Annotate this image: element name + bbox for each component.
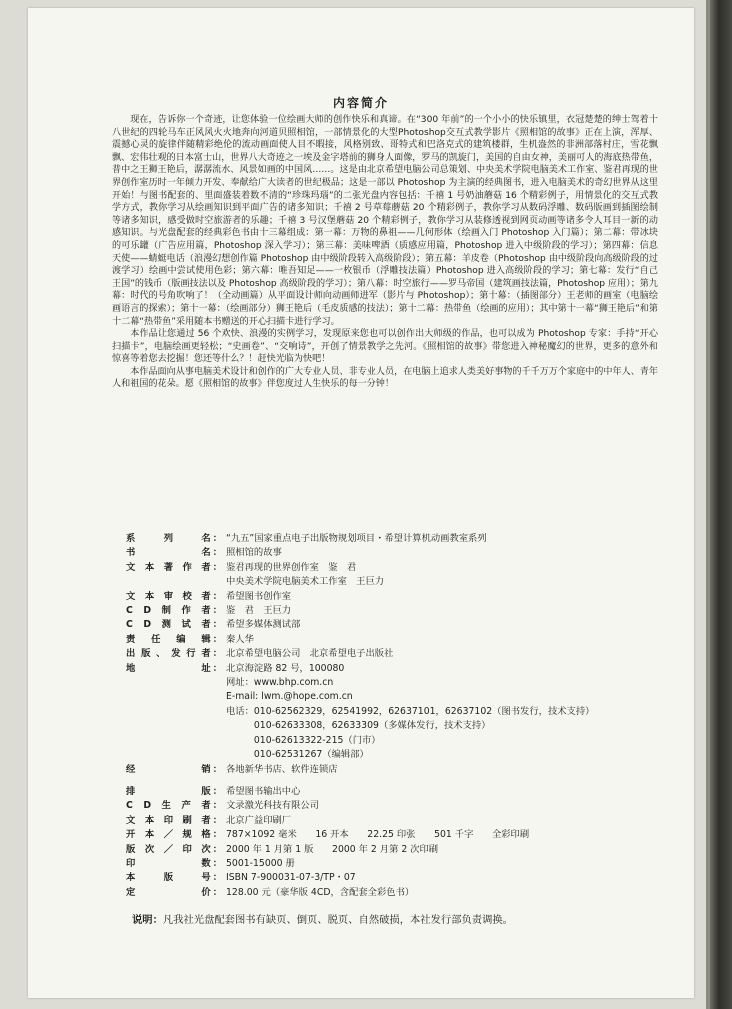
colophon-label: 文 本 著 作 者 ： (126, 561, 222, 575)
colophon-value: 010-62633308，62633309（多媒体发行，技术支持） (226, 720, 491, 732)
colophon-value: 鉴君再现的世界创作室 鉴 君 (226, 561, 357, 573)
colophon-value: 2000 年 1 月第 1 版 2000 年 2 月第 2 次印刷 (226, 843, 439, 855)
colophon-label-text: 排 版 (126, 785, 211, 797)
colophon-value: 128.00 元（豪华版 4CD，含配套全彩色书） (226, 886, 415, 898)
colophon-label: 文 本 审 校 者 ： (126, 590, 222, 604)
colophon-label: 系 列 名 ： (126, 532, 222, 546)
colophon-row (126, 785, 666, 799)
colophon-value: ISBN 7-900031-07-3/TP・07 (226, 872, 356, 884)
colophon-row (126, 763, 666, 777)
colophon-label-text: 文 本 审 校 者 (126, 590, 211, 602)
colophon-row (126, 828, 666, 842)
colophon-label: 排 版 ： (126, 785, 222, 799)
colophon-label: 文 本 印 刷 者 ： (126, 814, 222, 828)
colophon-row (126, 532, 666, 546)
intro-text (112, 114, 658, 391)
colophon-row (126, 546, 666, 560)
colophon-row (126, 604, 666, 618)
colophon-value: 秦人华 (226, 633, 254, 645)
colophon-label: C D 生 产 者 ： (126, 799, 222, 813)
colophon-value: 北京希望电脑公司 北京希望电子出版社 (226, 648, 394, 660)
colophon-label-text: 系 列 名 (126, 533, 211, 544)
intro-paragraph: 现在，告诉你一个奇迹，让您体验一位绘画大师的创作快乐和真谛。在“300 年前”的一个小小的快乐镇里，衣冠楚楚的绅士驾着十八世纪的四轮马车正风风火火地奔向河道贝照相馆，一部情景化的大型Photoshop交互式教学影片《照相馆的故事》正在上演，浑厚、震撼心灵的旋律伴随精彩绝伦的流动画面使人目不暇接，风格别致、哥特式和巴洛克式的建筑楼群，生机盎然的非洲部落村庄，雪花飘飘、宏伟壮观的日本富士山，世界八大奇迹之一埃及金字塔前的狮身人面像，罗马的凯旋门，美国的自由女神，美丽可人的海底热带鱼，普中之王狮王艳后，潺潺流水、风景如画的中国风……。这是由北京希望电脑公司总策划、中央美术学院电脑美术工作室、鉴君再现的世界创作室历时一年倾力开发、奉献给广大读者的世纪极品；这是一部以 Photoshop 为主演的经典图书，进入电脑美术的奇幻世界从这里开始！与图书配套的、里面盛装着数不清的“珍珠玛瑙”的二张光盘内容包括：千禧 1 号奶油蘑菇 16 个精彩例子，用情景化的交互式教学方式，教你学习从绘画知识到平面广告的诸多知识；千禧 2 号草莓蘑菇 20 个精彩例子，教你学习从数码浮雕、数码版画到插图绘制等诸多知识，感受做时空旅游者的乐趣；千禧 3 号汉堡蘑菇 20 个精彩例子，教你学习从装修透视到网页动画等诸多令人耳目一新的动感知识。与光盘配套的经典彩色书由十三幕组成：第一幕：万物的鼻祖——几何形体（绘画入门 Photoshop 入门篇）；第二幕：带冰块的可乐罐（广告应用篇，Photoshop 深入学习）；第三幕：美味啤酒（质感应用篇，Photoshop 进入中级阶段的学习）；第四幕：信息天使——蜻蜓电话（浪漫幻想创作篇 Photoshop 由中级阶段转入高级阶段）；第五幕：羊皮卷（Photoshop 由中级阶段向高级阶段的过渡学习）绘画中尝试使用色彩；第六幕：唯吾知足——一枚银币（浮雕技法篇）Photoshop 进入高级阶段的学习；第七幕：发行“自己王国”的钱币（版画技法以及 Photoshop 高级阶段的学习）；第八幕：时空旅行——罗马帝国（建筑画技法篇，Photoshop 应用）；第九幕：时代的号角吹响了！（全动画篇）从平面设计师向动画师进军（影片与 Photoshop）；第十幕：（插图部分）王老师的画室（电脑绘画语言的探索）；第十一幕：（绘画部分）狮王艳后（毛皮质感的技法）；第十二幕：热带鱼（绘画的应用）；其中第十一幕“狮王艳后”和第十二幕“热带鱼”采用随本书赠送的开心扫描卡进行学习。 (112, 115, 658, 327)
colophon-label-text: 印 数 (126, 857, 211, 869)
section-title: 内容简介 (332, 96, 389, 110)
colophon-label: 印 数 ： (126, 857, 222, 871)
colophon-label-text: 定 价 (126, 886, 211, 898)
colophon-value: 5001-15000 册 (226, 857, 295, 869)
colophon-label-text: 书 名 (126, 547, 211, 559)
colophon-label-text: C D 测 试 者 (126, 619, 211, 631)
colophon-label-text: 出 版 、 发 行 者 (126, 648, 211, 660)
colophon-row (126, 575, 666, 589)
colophon-label-text: 开 本 ／ 规 格 (126, 829, 211, 841)
colophon-row (126, 748, 666, 762)
colophon-label: 定 价 ： (126, 886, 222, 900)
colophon-label-text: C D 生 产 者 (126, 800, 211, 812)
colophon-value: 希望图书输出中心 (226, 785, 301, 797)
colophon-label: 经 销 ： (126, 763, 222, 777)
colophon-label: C D 制 作 者 ： (126, 604, 222, 618)
colophon-value: 照相馆的故事 (226, 547, 282, 559)
colophon-row (126, 561, 666, 575)
colophon-label-text: 文 本 著 作 者 (126, 561, 211, 573)
intro-paragraph: 本作品让您通过 56 个欢快、浪漫的实例学习，发现原来您也可以创作出大师级的作品，也可以成为 Photoshop 专家：手持“开心扫描卡”，电脑绘画更轻松；“史画卷”、“交响诗”，开创了情景教学之先河。《照相馆的故事》带您进入神秘魔幻的世界，更多的意外和惊喜等着您去挖掘！您还等什么？！赶快光临为快吧！ (112, 329, 658, 365)
colophon-value: 010-62531267（编辑部） (226, 749, 369, 761)
colophon-row (126, 647, 666, 661)
copyright-page (28, 8, 694, 998)
book-spine (710, 0, 732, 1009)
colophon-row (126, 734, 666, 748)
colophon-row (126, 857, 666, 871)
colophon-label: 书 名 ： (126, 546, 222, 560)
colophon-value: E-mail: lwm.@hope.com.cn (226, 691, 353, 703)
colophon-row (126, 719, 666, 733)
colophon-value: 希望图书创作室 (226, 590, 292, 602)
colophon-value: 希望多媒体测试部 (226, 619, 301, 631)
colophon-value: 各地新华书店、软件连锁店 (226, 763, 338, 775)
colophon-label-text: 版 次 ／ 印 次 (126, 843, 211, 855)
intro-paragraph: 本作品面向从事电脑美术设计和创作的广大专业人员、非专业人员，在电脑上追求人类美好事物的千千万万个家庭中的中年人、青年人和祖国的花朵。愿《照相馆的故事》伴您度过人生快乐的每一分钟！ (112, 366, 658, 390)
colophon-block (126, 532, 666, 900)
colophon-row (126, 618, 666, 632)
colophon-value: 电话：010-62562329，62541992，62637101，62637102（图书发行，技术支持） (226, 705, 595, 717)
colophon-label: 版 次 ／ 印 次 ： (126, 843, 222, 857)
colophon-label-text: C D 制 作 者 (126, 605, 211, 617)
colophon-value: 中央美术学院电脑美术工作室 王巨力 (226, 576, 385, 588)
colophon-row (126, 590, 666, 604)
colophon-label-text: 经 销 (126, 763, 211, 775)
colophon-row (126, 662, 666, 676)
colophon-label: 出 版 、 发 行 者 ： (126, 647, 222, 661)
colophon-row (126, 705, 666, 719)
colophon-row (126, 676, 666, 690)
colophon-row (126, 799, 666, 813)
notice-line (132, 911, 692, 926)
colophon-value: “九五”国家重点电子出版物规划项目・希望计算机动画教室系列 (226, 533, 487, 544)
colophon-label: 开 本 ／ 规 格 ： (126, 828, 222, 842)
colophon-row (126, 886, 666, 900)
colophon-row (126, 814, 666, 828)
colophon-value: 北京海淀路 82 号，100080 (226, 662, 345, 674)
colophon-label: 责 任 编 辑 ： (126, 633, 222, 647)
colophon-row (126, 690, 666, 704)
colophon-value: 北京广益印刷厂 (226, 814, 292, 826)
colophon-spacer (126, 777, 666, 785)
colophon-value: 鉴 君 王巨力 (226, 605, 292, 617)
colophon-label: 本 版 号 ： (126, 871, 222, 885)
colophon-value: 787×1092 毫米 16 开本 22.25 印张 501 千字 全彩印刷 (226, 829, 530, 841)
colophon-label-text: 责 任 编 辑 (126, 633, 211, 645)
colophon-value: 文录激光科技有限公司 (226, 800, 319, 812)
colophon-row (126, 633, 666, 647)
colophon-label-text: 文 本 印 刷 者 (126, 814, 211, 826)
colophon-label: 地 址 ： (126, 662, 222, 676)
colophon-label-text: 本 版 号 (126, 872, 211, 884)
colophon-value: 网址：www.bhp.com.cn (226, 677, 334, 689)
colophon-row (126, 871, 666, 885)
colophon-label-text: 地 址 (126, 662, 211, 674)
colophon-row (126, 843, 666, 857)
colophon-label: C D 测 试 者 ： (126, 618, 222, 632)
notice-text: 凡我社光盘配套图书有缺页、倒页、脱页、自然破损，本社发行部负责调换。 (162, 914, 513, 926)
notice-label: 说明： (132, 914, 163, 926)
colophon-value: 010-62613322-215（门市） (226, 734, 381, 746)
